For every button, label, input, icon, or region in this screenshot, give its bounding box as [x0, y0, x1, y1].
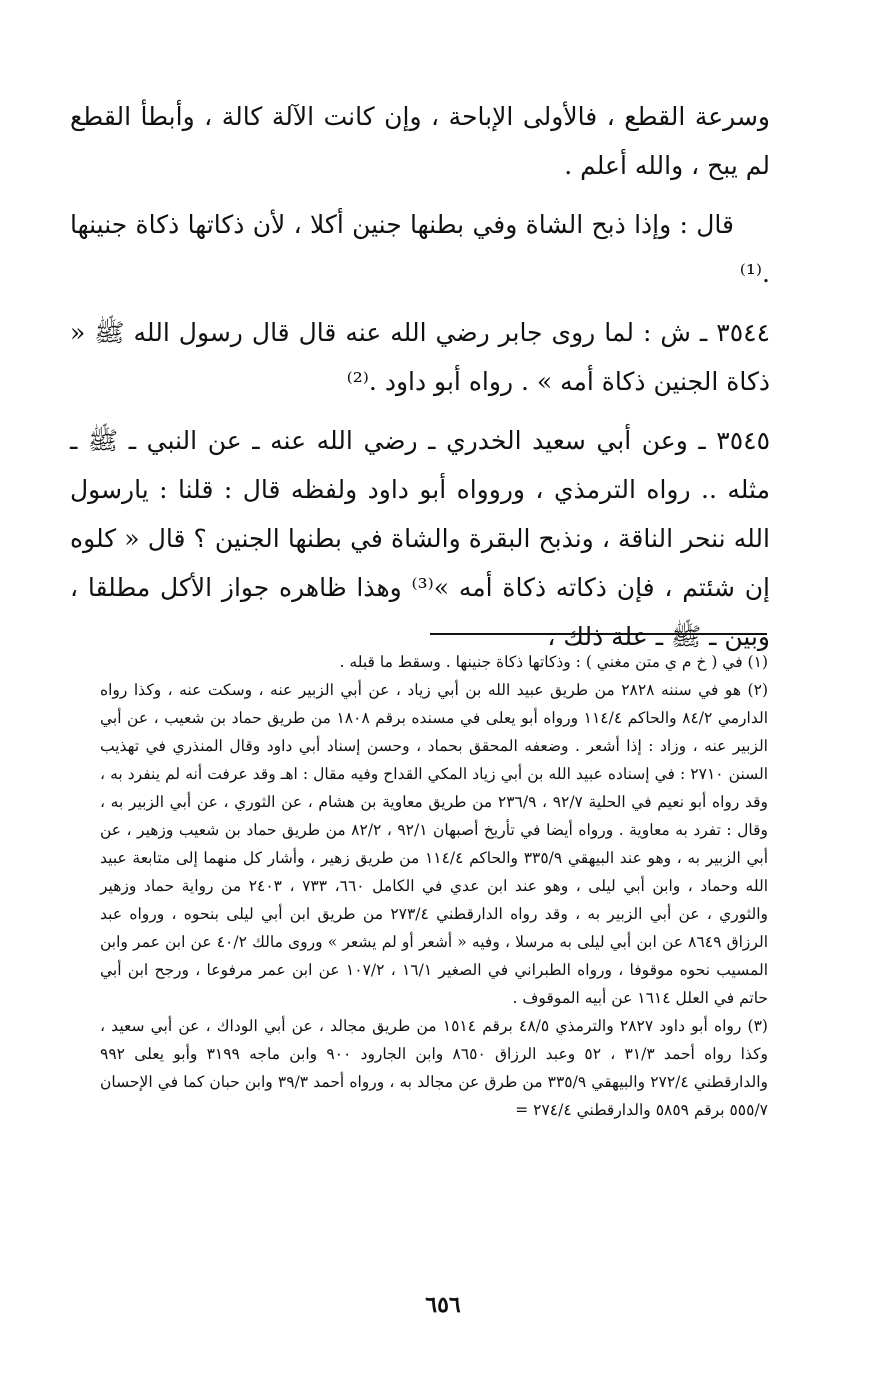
footnote-divider — [430, 633, 767, 635]
paragraph-3545: ٣٥٤٥ ـ وعن أبي سعيد الخدري ـ رضي الله عنه ـ عن النبي ـ ﷺ ـ مثله .. رواه الترمذي ، وروواه أبو داود ولفظه قال : قلنا : يارسول الله ننحر الناقة ، ونذبح البقرة والشاة في بطنها الجنين ؟ قال « كلوه إن شئتم ، فإن ذكاته ذكاة أمه »⁽³⁾ وهذا ظاهره جواز الأكل مطلقا ، وبين ـ ﷺ ـ علة ذلك ، — [70, 426, 771, 651]
paragraph-3544: ٣٥٤٤ ـ ش : لما روى جابر رضي الله عنه قال قال رسول الله ﷺ « ذكاة الجنين ذكاة أمه » . رواه أبو داود .⁽²⁾ — [70, 318, 770, 396]
main-text — [70, 92, 770, 661]
footnotes — [100, 648, 768, 1124]
paragraph-2: قال : وإذا ذبح الشاة وفي بطنها جنين أكلا ، لأن ذكاتها ذكاة جنينها .⁽¹⁾ — [70, 210, 770, 288]
footnote-2: (٢) هو في سننه ٢٨٢٨ من طريق عبيد الله بن أبي زياد ، عن أبي الزبير عنه ، وسكت عنه ، وكذا رواه الدارمي ٨٤/٢ والحاكم ١١٤/٤ ورواه أبو يعلى في مسنده برقم ١٨٠٨ من طريق حماد بن شعيب ، عن أبي الزبير عنه ، وزاد : إذا أشعر . وضعفه المحقق بحماد ، وحسن إسناد أبي داود وقال المنذري في تهذيب السنن ٢٧١٠ : في إسناده عبيد الله بن أبي زياد المكي القداح وفيه مقال : اهـ وقد عرفت أنه لم ينفرد به ، وقد رواه أبو نعيم في الحلية ٩٢/٧ ، ٢٣٦/٩ من طريق معاوية بن هشام ، عن الثوري ، عن أبي الزبير به ، وقال : تفرد به معاوية . ورواه أيضا في تأريخ أصبهان ٩٢/١ ، ٨٢/٢ من طريق حماد بن شعيب وزهير ، عن أبي الزبير به ، وهو عند البيهقي ٣٣٥/٩ والحاكم ١١٤/٤ من طريق زهير ، وأشار كل منهما إلى متابعة عبيد الله وحماد ، وابن أبي ليلى ، وهو عند ابن عدي في الكامل ٦٦٠، ٧٣٣ ، ٢٤٠٣ من رواية حماد وزهير والثوري ، عن أبي الزبير به ، وقد رواه الدارقطني ٢٧٣/٤ من طريق ابن أبي ليلى بنحوه ، ورواه عبد الرزاق ٨٦٤٩ عن ابن أبي ليلى به مرسلا ، وفيه « أشعر أو لم يشعر » وروى مالك ٤٠/٢ عن ابن عمر وابن المسيب نحوه موقوفا ، ورواه الطبراني في الصغير ١٦/١ ، ١٠٧/٢ عن ابن عمر مرفوعا ، ورجح ابن أبي حاتم في العلل ١٦١٤ عن أبيه الموقوف . — [100, 681, 769, 1007]
paragraph-1: وسرعة القطع ، فالأولى الإباحة ، وإن كانت الآلة كالة ، وأبطأ القطع لم يبح ، والله أعلم . — [70, 102, 770, 180]
footnote-3: (٣) رواه أبو داود ٢٨٢٧ والترمذي ٤٨/٥ برقم ١٥١٤ من طريق مجالد ، عن أبي الوداك ، عن أبي سعيد ، وكذا رواه أحمد ٣١/٣ ، ٥٢ وعبد الرزاق ٨٦٥٠ وابن الجارود ٩٠٠ وابن ماجه ٣١٩٩ وأبو يعلى ٩٩٢ والدارقطني ٢٧٢/٤ والبيهقي ٣٣٥/٩ من طرق عن مجالد به ، ورواه أحمد ٣٩/٣ وابن حبان كما في الإحسان ٥٥٥/٧ برقم ٥٨٥٩ والدارقطني ٢٧٤/٤ = — [100, 1017, 768, 1119]
page-number: ٦٥٦ — [425, 1292, 461, 1318]
footnote-1: (١) في ( خ م ي متن مغني ) : وذكاتها ذكاة جنينها . وسقط ما قبله . — [339, 653, 768, 671]
